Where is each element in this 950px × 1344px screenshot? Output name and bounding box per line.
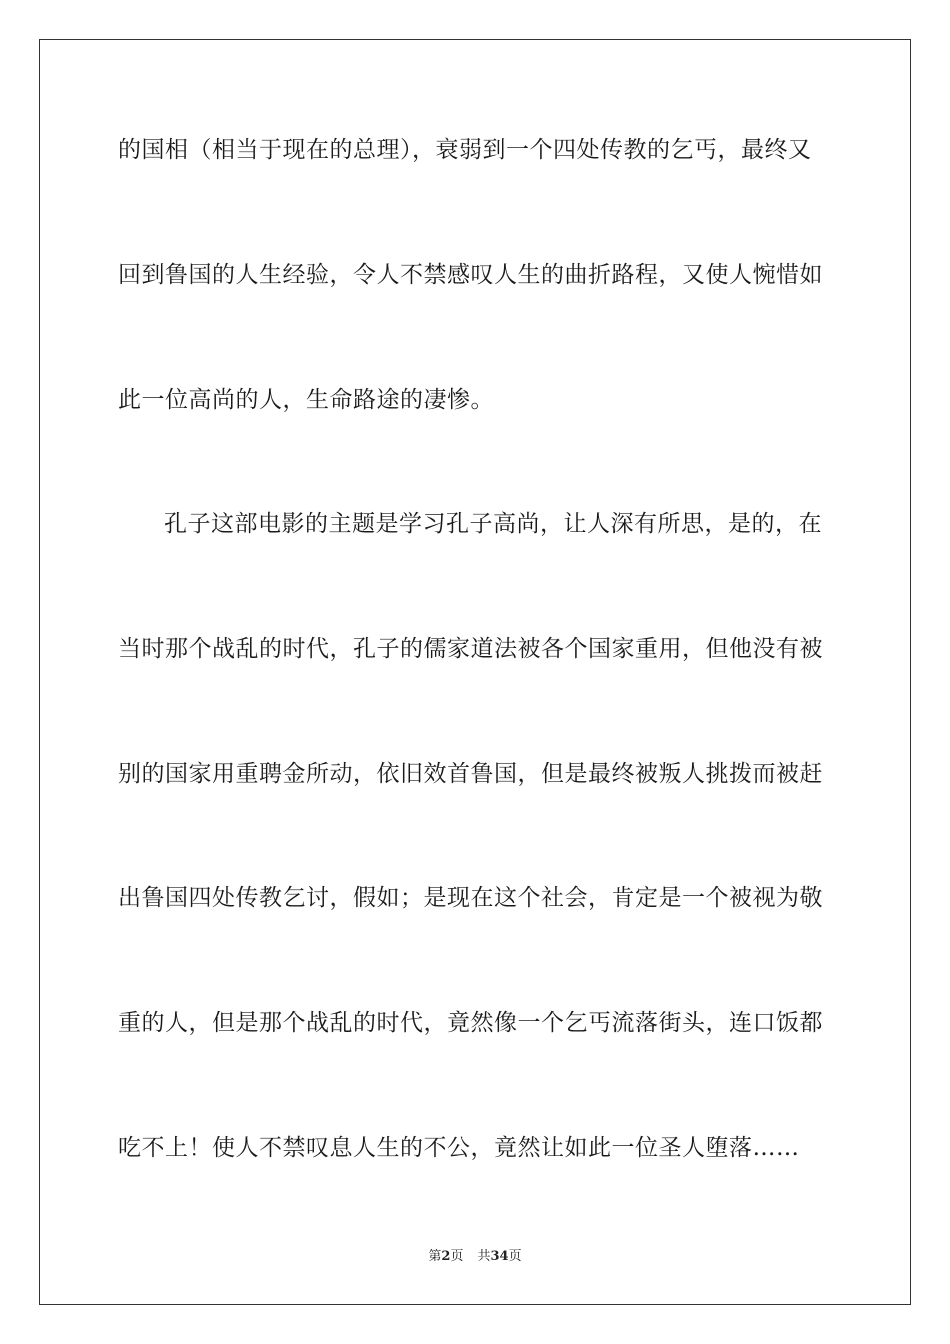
total-prefix: 共 [477,1249,491,1264]
body-text-line-2: 回到鲁国的人生经验，令人不禁感叹人生的曲折路程，又使人惋惜如 [118,262,823,288]
total-suffix: 页 [508,1249,522,1264]
body-text-line-6: 别的国家用重聘金所动，依旧效首鲁国，但是最终被叛人挑拨而被赶 [118,761,823,787]
body-text-line-8: 重的人，但是那个战乱的时代，竟然像一个乞丐流落街头，连口饭都 [118,1010,823,1036]
body-text-line-4: 孔子这部电影的主题是学习孔子高尚，让人深有所思，是的，在 [164,511,822,537]
total-pages: 34 [490,1249,509,1264]
page-prefix: 第 [428,1249,442,1264]
body-text-line-5: 当时那个战乱的时代，孔子的儒家道法被各个国家重用，但他没有被 [118,636,823,662]
body-text-line-1: 的国相（相当于现在的总理），衰弱到一个四处传教的乞丐，最终又 [118,137,812,163]
body-text-line-7: 出鲁国四处传教乞讨，假如；是现在这个社会，肯定是一个被视为敬 [118,885,823,911]
page-suffix: 页 [450,1249,464,1264]
page-number: 2 [441,1249,451,1264]
page-border [39,39,911,1305]
body-text-line-9: 吃不上！使人不禁叹息人生的不公，竟然让如此一位圣人堕落…… [118,1135,800,1161]
page-footer [0,1248,950,1266]
body-text-line-3: 此一位高尚的人，生命路途的凄惨。 [118,387,494,413]
